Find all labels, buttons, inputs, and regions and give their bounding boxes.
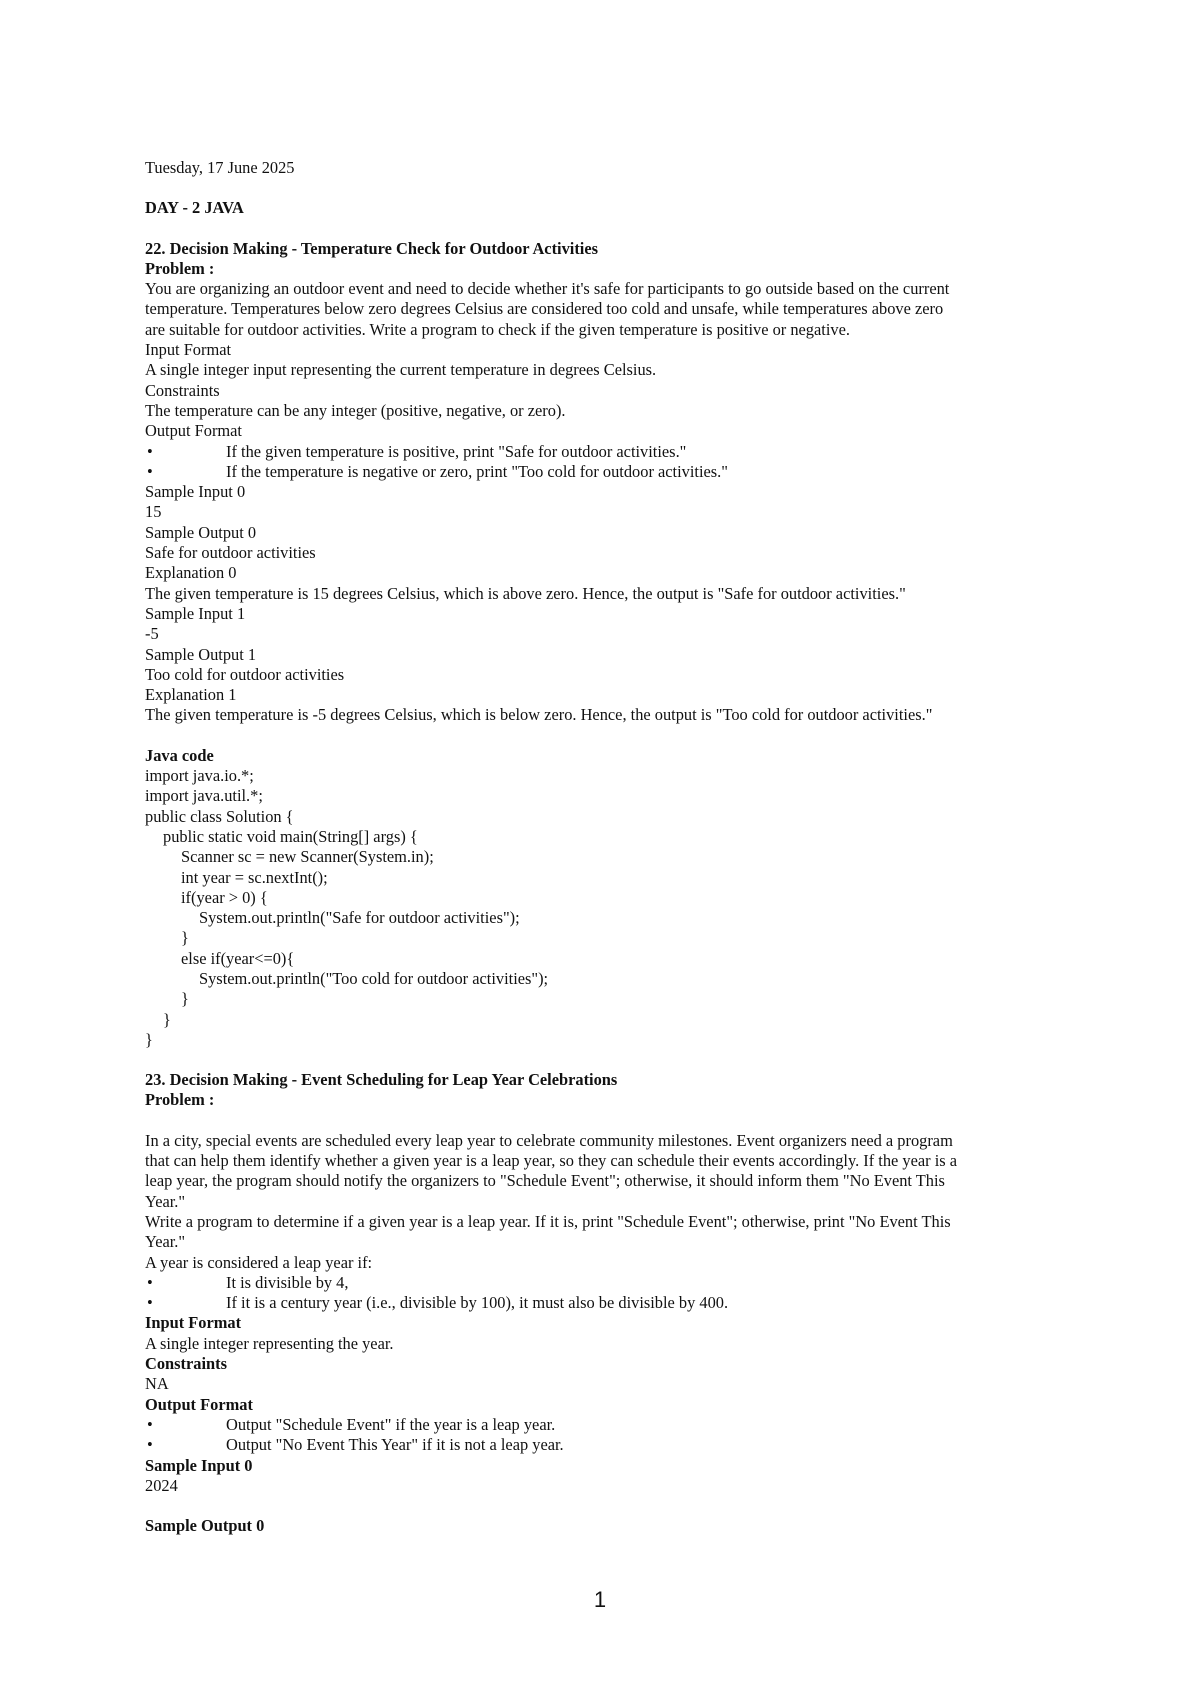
q22-sample-output0: Safe for outdoor activities xyxy=(145,543,316,563)
document-date: Tuesday, 17 June 2025 xyxy=(145,158,295,177)
q22-explanation1: The given temperature is -5 degrees Celsius, which is below zero. Hence, the output is "Too cold for outdoor activities." xyxy=(145,705,933,725)
code-line: import java.util.*; xyxy=(145,786,263,806)
code-line: else if(year<=0){ xyxy=(181,948,295,968)
bullet-icon: • xyxy=(147,1272,153,1292)
q22-java-code-label: Java code xyxy=(145,745,214,765)
q22-problem-line: You are organizing an outdoor event and need to decide whether it's safe for participants to go outside based on the current xyxy=(145,279,950,299)
q23-problem-line: leap year, the program should notify the organizers to "Schedule Event"; otherwise, it should inform them "No Event This xyxy=(145,1171,945,1191)
code-line: System.out.println("Safe for outdoor activities"); xyxy=(199,908,520,928)
bullet-text: Output "Schedule Event" if the year is a leap year. xyxy=(226,1414,556,1434)
q22-problem-line: are suitable for outdoor activities. Write a program to check if the given temperature is positive or negative. xyxy=(145,319,850,339)
bullet-icon: • xyxy=(147,1435,153,1455)
q22-constraints: The temperature can be any integer (positive, negative, or zero). xyxy=(145,400,566,420)
q23-sample-output0-label: Sample Output 0 xyxy=(145,1516,265,1536)
q23-leap-bullet xyxy=(145,1293,1065,1313)
q23-problem-label: Problem : xyxy=(145,1090,215,1110)
bullet-text: It is divisible by 4, xyxy=(226,1272,349,1292)
q22-explanation0-label: Explanation 0 xyxy=(145,563,237,583)
q23-output-format-label: Output Format xyxy=(145,1394,253,1414)
document-page xyxy=(145,158,1065,1536)
q22-sample-input1: -5 xyxy=(145,624,159,644)
bullet-text: If it is a century year (i.e., divisible by 100), it must also be divisible by 400. xyxy=(226,1293,729,1313)
q23-constraints-label: Constraints xyxy=(145,1354,227,1374)
q22-sample-output1: Too cold for outdoor activities xyxy=(145,664,345,684)
q23-sample-input0-label: Sample Input 0 xyxy=(145,1455,253,1475)
q23-constraints: NA xyxy=(145,1374,169,1394)
code-line: } xyxy=(181,989,189,1009)
q22-sample-output1-label: Sample Output 1 xyxy=(145,644,257,664)
q23-problem-line: Year." xyxy=(145,1191,186,1211)
q23-problem-line: In a city, special events are scheduled every leap year to celebrate community milestones. Event organizers need a program xyxy=(145,1130,953,1150)
q22-output-format-label: Output Format xyxy=(145,421,242,441)
q22-explanation0: The given temperature is 15 degrees Celsius, which is above zero. Hence, the output is "Safe for outdoor activities." xyxy=(145,583,906,603)
q23-problem2-line: Write a program to determine if a given year is a leap year. If it is, print "Schedule Event"; otherwise, print "No Event This xyxy=(145,1211,951,1231)
question-22 xyxy=(145,239,1065,1051)
bullet-icon: • xyxy=(147,441,153,461)
code-line: int year = sc.nextInt(); xyxy=(181,867,328,887)
q22-problem-label: Problem : xyxy=(145,258,215,278)
q22-constraints-label: Constraints xyxy=(145,380,220,400)
code-line: Scanner sc = new Scanner(System.in); xyxy=(181,847,434,867)
q22-output-bullet xyxy=(145,462,1065,482)
q22-sample-input0: 15 xyxy=(145,502,162,522)
q22-code-block xyxy=(145,766,1065,1050)
code-line: import java.io.*; xyxy=(145,766,254,786)
code-line: if(year > 0) { xyxy=(181,887,268,907)
q23-output-bullet xyxy=(145,1435,1065,1455)
q23-title: 23. Decision Making - Event Scheduling for Leap Year Celebrations xyxy=(145,1070,618,1090)
code-line: public static void main(String[] args) { xyxy=(163,826,418,846)
question-23 xyxy=(145,1070,1065,1536)
code-line: System.out.println("Too cold for outdoor activities"); xyxy=(199,968,549,988)
q22-sample-output0-label: Sample Output 0 xyxy=(145,522,257,542)
page-number: 1 xyxy=(593,1587,607,1612)
bullet-icon: • xyxy=(147,1293,153,1313)
q23-sample-input0: 2024 xyxy=(145,1475,178,1495)
q22-title: 22. Decision Making - Temperature Check for Outdoor Activities xyxy=(145,238,598,258)
q22-input-format: A single integer input representing the current temperature in degrees Celsius. xyxy=(145,360,657,380)
q23-leap-intro: A year is considered a leap year if: xyxy=(145,1252,373,1272)
q22-problem-line: temperature. Temperatures below zero degrees Celsius are considered too cold and unsafe, while temperatures above zero xyxy=(145,299,944,319)
q23-input-format-label: Input Format xyxy=(145,1313,242,1333)
day-title: DAY - 2 JAVA xyxy=(145,198,244,218)
q23-input-format: A single integer representing the year. xyxy=(145,1333,394,1353)
q22-sample-input0-label: Sample Input 0 xyxy=(145,482,246,502)
q23-problem-line: that can help them identify whether a given year is a leap year, so they can schedule their events accordingly. If the year is a xyxy=(145,1151,958,1171)
q23-problem2-line: Year." xyxy=(145,1232,186,1252)
bullet-text: If the given temperature is positive, print "Safe for outdoor activities." xyxy=(226,441,687,461)
code-line: } xyxy=(145,1029,153,1049)
bullet-text: If the temperature is negative or zero, print "Too cold for outdoor activities." xyxy=(226,461,728,481)
bullet-text: Output "No Event This Year" if it is not a leap year. xyxy=(226,1435,564,1455)
q22-explanation1-label: Explanation 1 xyxy=(145,685,237,705)
code-line: public class Solution { xyxy=(145,806,294,826)
code-line: } xyxy=(181,928,189,948)
q22-input-format-label: Input Format xyxy=(145,340,232,360)
code-line: } xyxy=(163,1009,171,1029)
q22-sample-input1-label: Sample Input 1 xyxy=(145,603,246,623)
bullet-icon: • xyxy=(147,1414,153,1434)
q22-output-bullet xyxy=(145,442,1065,462)
q23-leap-bullet xyxy=(145,1273,1065,1293)
bullet-icon: • xyxy=(147,461,153,481)
q23-output-bullet xyxy=(145,1415,1065,1435)
